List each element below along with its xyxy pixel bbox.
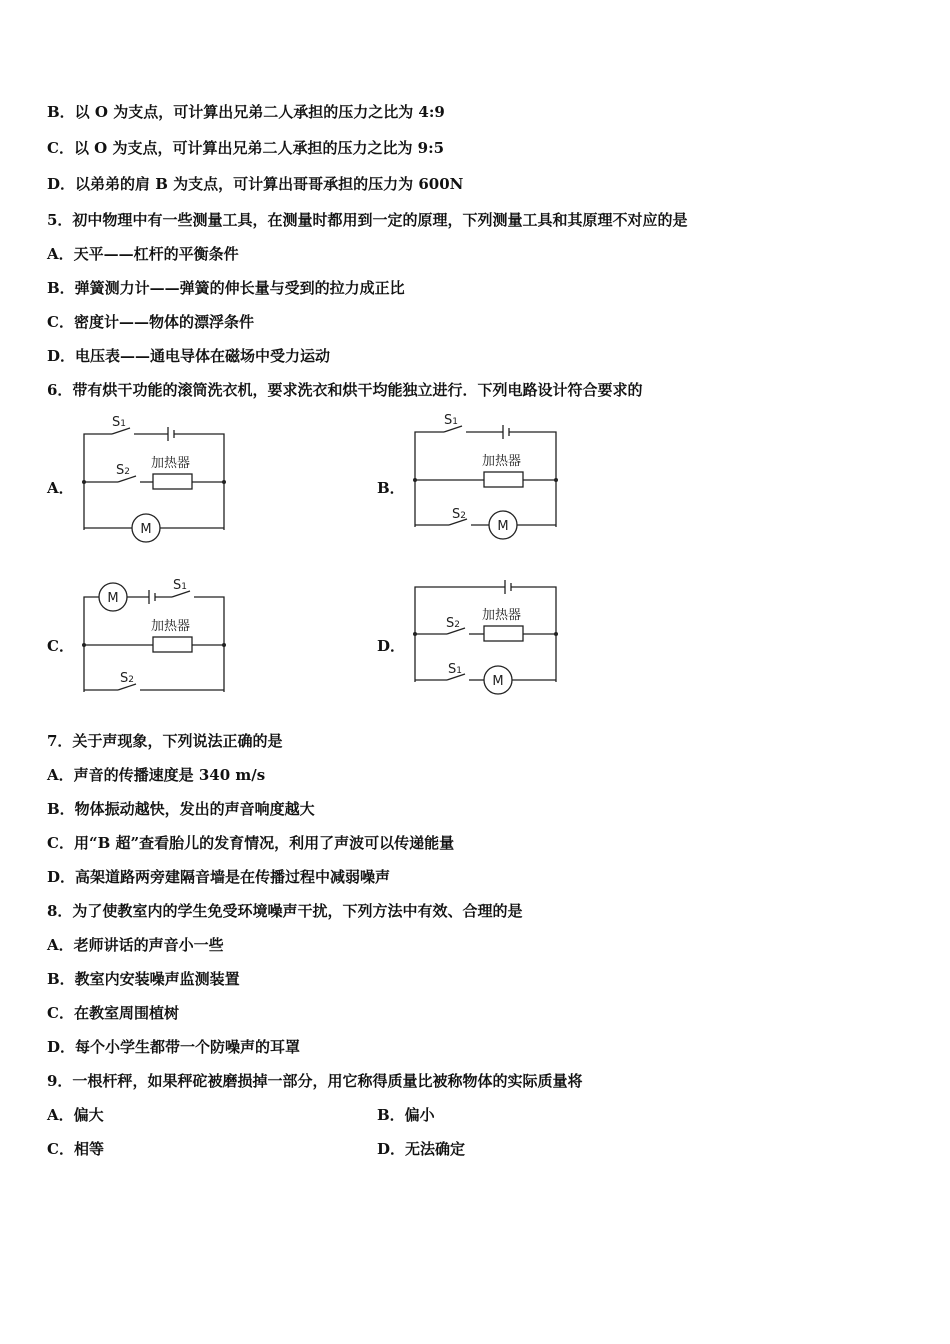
circuit-c-s2-label: S2 xyxy=(120,671,134,686)
q5-option-b: B．弹簧测力计——弹簧的伸长量与受到的拉力成正比 xyxy=(47,279,405,297)
q6-stem: 6．带有烘干功能的滚筒洗衣机，要求洗衣和烘干均能独立进行．下列电路设计符合要求的 xyxy=(47,381,643,399)
q8-option-a: A．老师讲话的声音小一些 xyxy=(47,936,224,954)
q9-option-a: A．偏大 xyxy=(47,1106,104,1124)
q7-option-b: B．物体振动越快，发出的声音响度越大 xyxy=(47,800,315,818)
circuit-c-s1-label: S1 xyxy=(173,578,187,593)
q6-option-b-label: B． xyxy=(377,479,405,497)
q8-option-d: D．每个小学生都带一个防噪声的耳罩 xyxy=(47,1038,301,1056)
circuit-c-motor-label: M xyxy=(107,591,119,606)
q9-option-c: C．相等 xyxy=(47,1140,104,1158)
circuit-a-heater-label: 加热器 xyxy=(151,456,191,471)
q5-stem: 5．初中物理中有一些测量工具，在测量时都用到一定的原理，下列测量工具和其原理不对应的是 xyxy=(47,211,688,229)
q5-option-c: C．密度计——物体的漂浮条件 xyxy=(47,313,254,331)
q6-option-d-label: D． xyxy=(377,637,406,655)
circuit-c-heater-label: 加热器 xyxy=(151,619,191,634)
q8-option-c: C．在教室周围植树 xyxy=(47,1004,179,1022)
q9-stem: 9．一根杆秤，如果秤砣被磨损掉一部分，用它称得质量比被称物体的实际质量将 xyxy=(47,1072,583,1090)
q9-option-d: D．无法确定 xyxy=(377,1140,466,1158)
q6-option-a-label: A． xyxy=(47,479,74,497)
q7-stem: 7．关于声现象，下列说法正确的是 xyxy=(47,732,283,750)
q4-option-d: D．以弟弟的肩 B 为支点，可计算出哥哥承担的压力为 600N xyxy=(47,175,464,193)
q5-option-a: A．天平——杠杆的平衡条件 xyxy=(47,245,239,263)
q6-option-c-label: C． xyxy=(47,637,74,655)
circuit-d-s1-label: S1 xyxy=(448,662,462,677)
q8-option-b: B．教室内安装噪声监测装置 xyxy=(47,970,240,988)
q4-option-c: C．以 O 为支点，可计算出兄弟二人承担的压力之比为 9:5 xyxy=(47,139,445,157)
q4-option-b: B．以 O 为支点，可计算出兄弟二人承担的压力之比为 4:9 xyxy=(47,103,445,121)
circuit-b-heater-label: 加热器 xyxy=(482,454,522,469)
circuit-b-motor-label: M xyxy=(497,519,509,534)
circuit-a-s1-label: S1 xyxy=(112,415,126,430)
q7-option-c: C．用“B 超”查看胎儿的发育情况，利用了声波可以传递能量 xyxy=(47,834,455,852)
q7-option-a: A．声音的传播速度是 340 m/s xyxy=(47,766,266,784)
q7-option-d: D．高架道路两旁建隔音墙是在传播过程中减弱噪声 xyxy=(47,868,391,886)
q8-stem: 8．为了使教室内的学生免受环境噪声干扰，下列方法中有效、合理的是 xyxy=(47,902,523,920)
circuit-d-motor-label: M xyxy=(492,674,504,689)
circuit-b-s1-label: S1 xyxy=(444,413,458,428)
circuit-d-s2-label: S2 xyxy=(446,616,460,631)
q9-option-b: B．偏小 xyxy=(377,1106,435,1124)
circuit-b-s2-label: S2 xyxy=(452,507,466,522)
q5-option-d: D．电压表——通电导体在磁场中受力运动 xyxy=(47,347,331,365)
circuit-a-motor-label: M xyxy=(140,522,152,537)
circuit-a-s2-label: S2 xyxy=(116,463,130,478)
circuit-d-heater-label: 加热器 xyxy=(482,608,522,623)
